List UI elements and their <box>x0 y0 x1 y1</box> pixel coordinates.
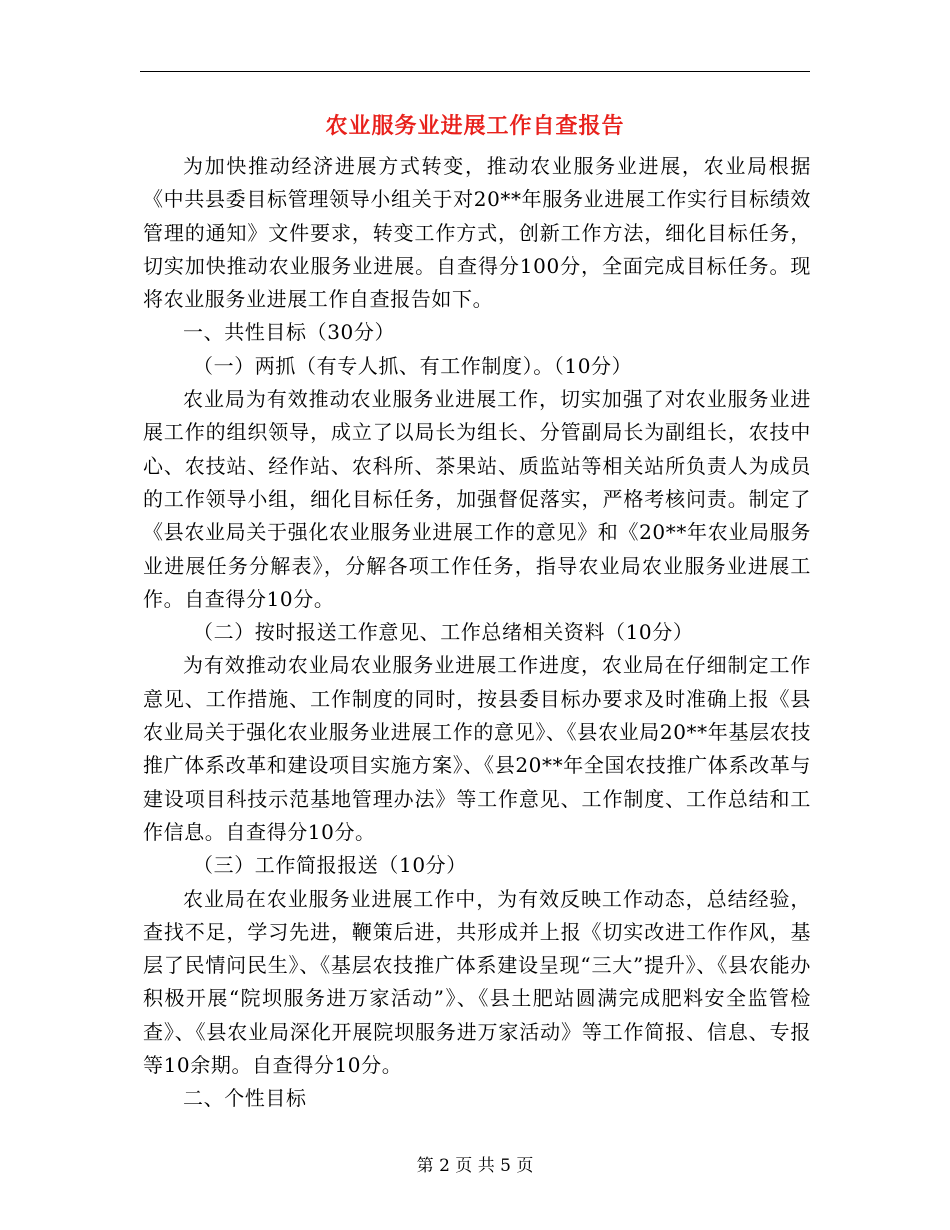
page-number: 第 2 页 共 5 页 <box>416 1156 534 1176</box>
heading-common-goals: 一、共性目标（30分） <box>183 320 396 345</box>
header-rule <box>140 71 810 72</box>
paragraph-briefings: 农业局在农业服务业进展工作中，为有效反映工作动态，总结经验，查找不足，学习先进，鞭策后进，共形成并上报《切实改进工作作风，基层了民情问民生》、《基层农技推广体系建设呈现“三大”提升》、《县农能办积极开展“院坝服务进万家活动”》、《县土肥站圆满完成肥料安全监管检查》、《县农业局深化开展院坝服务进万家活动》等工作简报、信息、专报等10余期。自查得分10分。 <box>143 886 811 1078</box>
heading-individual-goals: 二、个性目标 <box>183 1086 307 1111</box>
subheading-briefings: （三）工作简报报送（10分） <box>193 853 467 878</box>
paragraph-intro: 为加快推动经济进展方式转变，推动农业服务业进展，农业局根据《中共县委目标管理领导小组关于对20**年服务业进展工作实行目标绩效管理的通知》文件要求，转变工作方式，创新工作方法，细化目标任务，切实加快推动农业服务业进展。自查得分100分，全面完成目标任务。现将农业服务业进展工作自查报告如下。 <box>143 154 811 312</box>
document-body <box>143 150 811 1116</box>
paragraph-organization: 农业局为有效推动农业服务业进展工作，切实加强了对农业服务业进展工作的组织领导，成立了以局长为组长、分管副局长为副组长，农技中心、农技站、经作站、农科所、茶果站、质监站等相关站所负责人为成员的工作领导小组，细化目标任务，加强督促落实，严格考核问责。制定了《县农业局关于强化农业服务业进展工作的意见》和《20**年农业局服务业进展任务分解表》，分解各项工作任务，指导农业局农业服务业进展工作。自查得分10分。 <box>143 387 811 611</box>
subheading-two-grasps: （一）两抓（有专人抓、有工作制度）。（10分） <box>193 353 633 378</box>
document-title: 农业服务业进展工作自查报告 <box>325 113 625 139</box>
subheading-reporting: （二）按时报送工作意见、工作总绪相关资料（10分） <box>193 620 694 645</box>
page-footer <box>0 1154 950 1178</box>
paragraph-reporting: 为有效推动农业局农业服务业进展工作进度，农业局在仔细制定工作意见、工作措施、工作制度的同时，按县委目标办要求及时准确上报《县农业局关于强化农业服务业进展工作的意见》、《县农业局20**年基层农技推广体系改革和建设项目实施方案》、《县20**年全国农技推广体系改革与建设项目科技示范基地管理办法》等工作意见、工作制度、工作总结和工作信息。自查得分10分。 <box>143 653 811 844</box>
